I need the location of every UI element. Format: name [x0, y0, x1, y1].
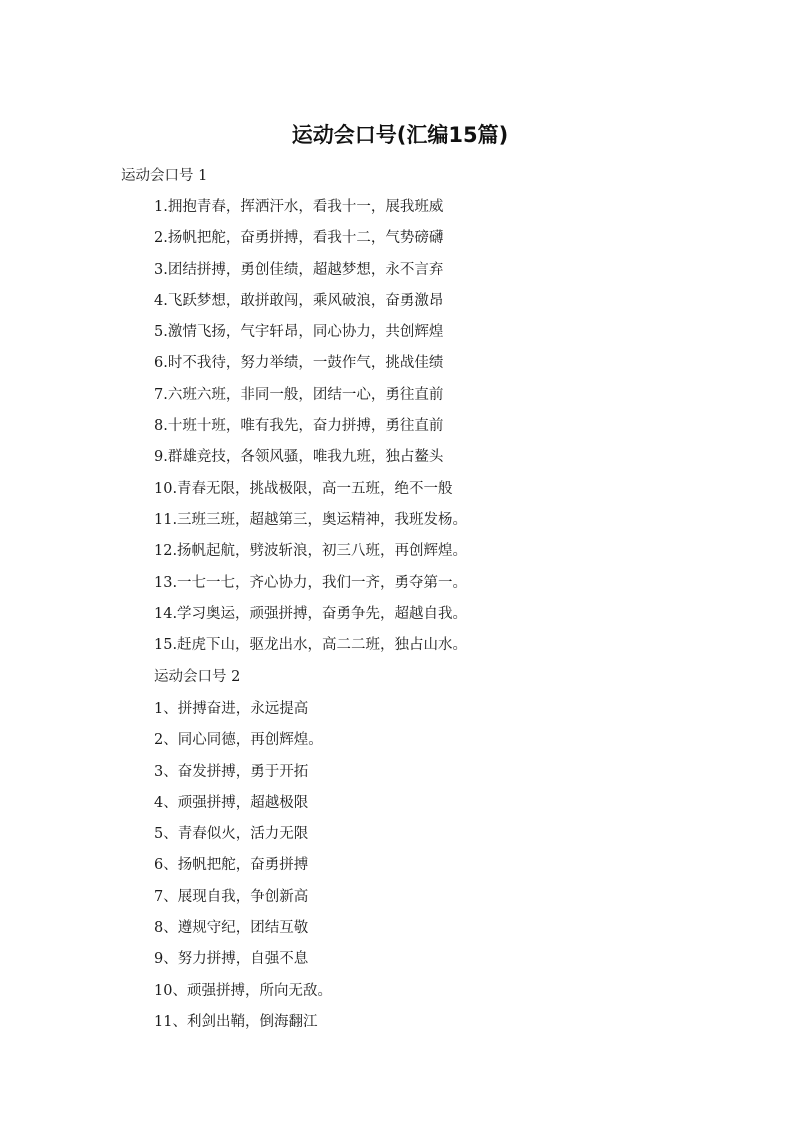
list-item: 10、顽强拼搏，所向无敌。 [154, 982, 332, 999]
list-item: 7、展现自我，争创新高 [154, 888, 309, 905]
list-item: 4、顽强拼搏，超越极限 [154, 794, 309, 811]
list-item: 10.青春无限，挑战极限，高一五班，绝不一般 [154, 480, 453, 497]
list-item: 3、奋发拼搏，勇于开拓 [154, 763, 309, 780]
list-item: 1.拥抱青春，挥洒汗水，看我十一，展我班威 [154, 199, 444, 215]
list-item: 13.一七一七，齐心协力，我们一齐，勇夺第一。 [154, 574, 468, 591]
list-item: 15.赶虎下山，驱龙出水，高二二班，独占山水。 [154, 637, 468, 654]
list-item: 6、扬帆把舵，奋勇拼搏 [154, 857, 309, 874]
list-item: 9.群雄竞技，各领风骚，唯我九班，独占鳌头 [154, 449, 444, 466]
list-item: 2.扬帆把舵，奋勇拼搏，看我十二，气势磅礴 [154, 230, 444, 247]
list-item: 11.三班三班，超越第三，奥运精神，我班发杨。 [154, 511, 468, 528]
list-item: 12.扬帆起航，劈波斩浪，初三八班，再创辉煌。 [154, 543, 468, 560]
slogan-list [154, 197, 467, 666]
list-item: 11、利剑出鞘，倒海翻江 [154, 1013, 318, 1030]
list-item: 7.六班六班，非同一般，团结一心，勇往直前 [154, 386, 444, 403]
list-item: 3.团结拼搏，勇创佳绩，超越梦想，永不言弃 [154, 261, 444, 278]
list-item: 2、同心同德，再创辉煌。 [154, 732, 323, 749]
list-item: 1、拼搏奋进，永远提高 [154, 701, 309, 717]
list-item: 5、青春似火，活力无限 [154, 826, 309, 843]
section-heading: 运动会口号 1 [121, 168, 208, 184]
list-item: 8.十班十班，唯有我先，奋力拼搏，勇往直前 [154, 418, 444, 435]
list-item: 5.激情飞扬，气宇轩昂，同心协力，共创辉煌 [154, 324, 444, 341]
list-item: 14.学习奥运，顽强拼搏，奋勇争先，超越自我。 [154, 605, 468, 622]
list-item: 9、努力拼搏，自强不息 [154, 951, 309, 968]
list-item: 4.飞跃梦想，敢拼敢闯，乘风破浪，奋勇激昂 [154, 292, 444, 309]
list-item: 6.时不我待，努力举绩，一鼓作气，挑战佳绩 [154, 355, 444, 372]
slogan-list [154, 699, 332, 1043]
list-item: 8、遵规守纪，团结互敬 [154, 920, 309, 937]
document-title: 运动会口号(汇编15篇) [291, 123, 509, 147]
section-heading: 运动会口号 2 [154, 669, 241, 685]
